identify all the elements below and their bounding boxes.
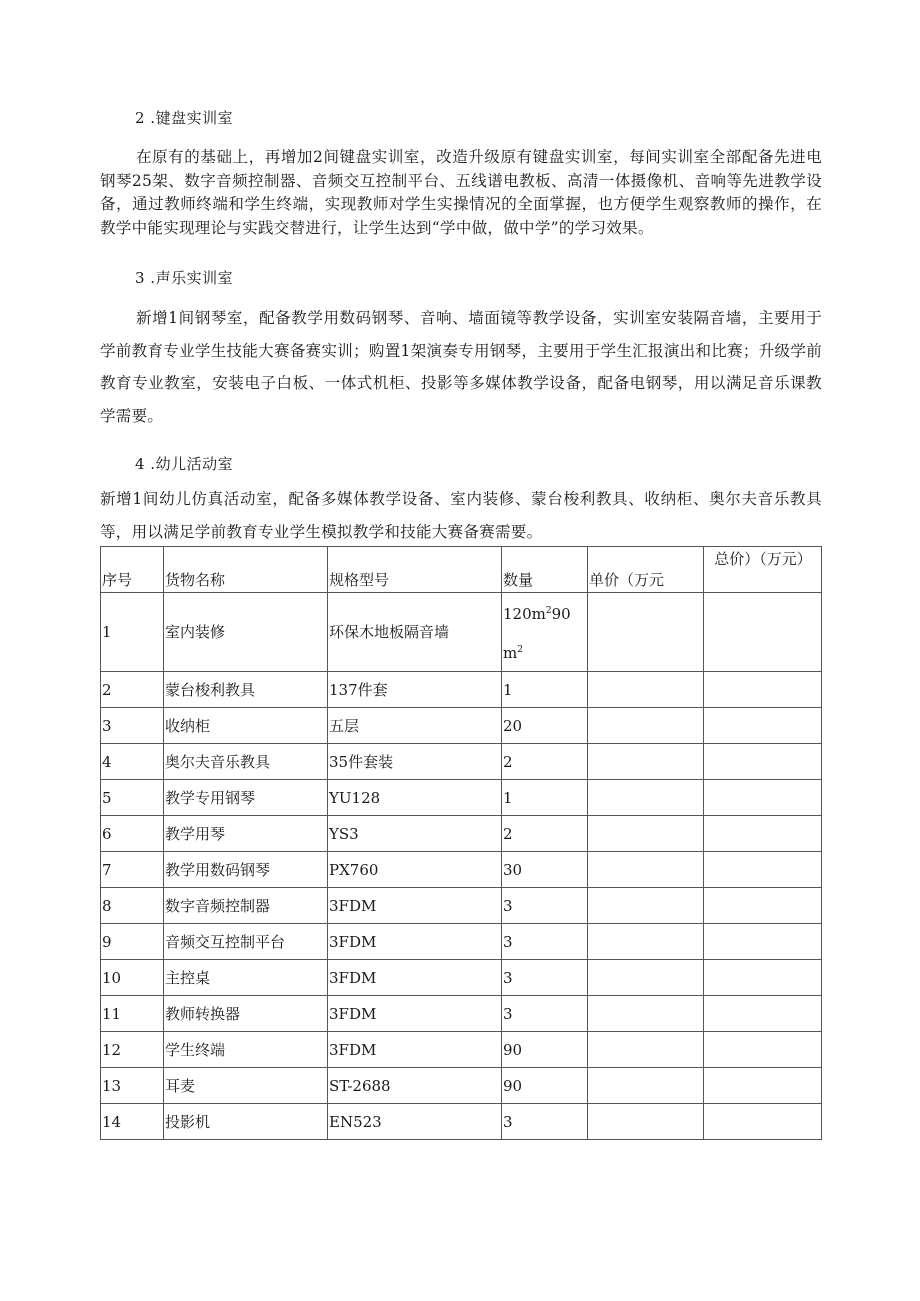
- table-row: [101, 780, 822, 816]
- cell-qty: 90: [502, 1032, 588, 1068]
- cell-name: 收纳柜: [164, 708, 328, 744]
- cell-unit-price: [588, 593, 704, 672]
- cell-unit-price: [588, 996, 704, 1032]
- cell-spec: 环保木地板隔音墙: [328, 593, 502, 672]
- cell-name: 数字音频控制器: [164, 888, 328, 924]
- cell-name: 学生终端: [164, 1032, 328, 1068]
- cell-no: 2: [101, 672, 164, 708]
- table-row: [101, 960, 822, 996]
- cell-spec: 3FDM: [328, 924, 502, 960]
- table-row: [101, 996, 822, 1032]
- cell-name: 室内装修: [164, 593, 328, 672]
- table-row: [101, 1104, 822, 1140]
- table-row: [101, 744, 822, 780]
- cell-spec: 3FDM: [328, 888, 502, 924]
- equipment-table: [100, 546, 822, 1140]
- cell-qty: 3: [502, 996, 588, 1032]
- cell-total: [704, 888, 822, 924]
- cell-total: [704, 672, 822, 708]
- table-row: [101, 1032, 822, 1068]
- section-heading-vocal-lab: 3 .声乐实训室: [135, 269, 234, 287]
- cell-no: 3: [101, 708, 164, 744]
- header-qty: 数量: [502, 547, 588, 593]
- cell-spec: YU128: [328, 780, 502, 816]
- cell-no: 6: [101, 816, 164, 852]
- table-row: [101, 593, 822, 672]
- cell-unit-price: [588, 924, 704, 960]
- cell-spec: EN523: [328, 1104, 502, 1140]
- cell-spec: 137件套: [328, 672, 502, 708]
- cell-unit-price: [588, 672, 704, 708]
- cell-no: 8: [101, 888, 164, 924]
- cell-name: 教师转换器: [164, 996, 328, 1032]
- cell-name: 教学用琴: [164, 816, 328, 852]
- qty-part-a: 120m: [503, 605, 546, 623]
- table-row: [101, 708, 822, 744]
- cell-qty: 3: [502, 960, 588, 996]
- table-row: [101, 888, 822, 924]
- cell-qty: [502, 593, 588, 672]
- section-paragraph-vocal-lab: 新增1间钢琴室，配备教学用数码钢琴、音响、墙面镜等教学设备，实训室安装隔音墙，主要用于学前教育专业学生技能大赛备赛实训；购置1架演奏专用钢琴，主要用于学生汇报演出和比赛；升级学前教育专业教室，安装电子白板、一体式机柜、投影等多媒体教学设备，配备电钢琴，用以满足音乐课教学需要。: [100, 309, 822, 425]
- section-heading-child-activity-room: 4 .幼儿活动室: [135, 455, 234, 473]
- cell-name: 投影机: [164, 1104, 328, 1140]
- cell-total: [704, 744, 822, 780]
- cell-total: [704, 1068, 822, 1104]
- table-row: [101, 924, 822, 960]
- cell-name: 教学用数码钢琴: [164, 852, 328, 888]
- cell-qty: 3: [502, 888, 588, 924]
- section-paragraph-keyboard-lab: 在原有的基础上，再增加2间键盘实训室，改造升级原有键盘实训室，每间实训室全部配备先进电钢琴25架、数字音频控制器、音频交互控制平台、五线谱电教板、高清一体摄像机、音响等先进教学设备，通过教师终端和学生终端，实现教师对学生实操情况的全面掌握，也方便学生观察教师的操作，在教学中能实现理论与实践交替进行，让学生达到“学中做，做中学”的学习效果。: [100, 148, 822, 237]
- cell-name: 音频交互控制平台: [164, 924, 328, 960]
- header-unit-price: 单价（万元: [588, 547, 704, 593]
- cell-name: 蒙台梭利教具: [164, 672, 328, 708]
- header-spec: 规格型号: [328, 547, 502, 593]
- cell-no: 10: [101, 960, 164, 996]
- cell-unit-price: [588, 744, 704, 780]
- cell-qty: 3: [502, 1104, 588, 1140]
- cell-spec: 五层: [328, 708, 502, 744]
- cell-total: [704, 816, 822, 852]
- cell-total: [704, 996, 822, 1032]
- cell-qty: 2: [502, 816, 588, 852]
- cell-qty: 3: [502, 924, 588, 960]
- cell-no: 11: [101, 996, 164, 1032]
- cell-total: [704, 852, 822, 888]
- cell-spec: 3FDM: [328, 1032, 502, 1068]
- cell-total: [704, 924, 822, 960]
- cell-spec: YS3: [328, 816, 502, 852]
- cell-spec: 3FDM: [328, 960, 502, 996]
- cell-no: 14: [101, 1104, 164, 1140]
- cell-qty: 20: [502, 708, 588, 744]
- cell-qty: 90: [502, 1068, 588, 1104]
- table-header-row: [101, 547, 822, 593]
- cell-total: [704, 780, 822, 816]
- cell-spec: ST-2688: [328, 1068, 502, 1104]
- cell-unit-price: [588, 1104, 704, 1140]
- table-row: [101, 852, 822, 888]
- cell-total: [704, 593, 822, 672]
- cell-unit-price: [588, 1068, 704, 1104]
- cell-qty: 2: [502, 744, 588, 780]
- cell-no: 1: [101, 593, 164, 672]
- header-no: 序号: [101, 547, 164, 593]
- cell-spec: PX760: [328, 852, 502, 888]
- cell-unit-price: [588, 1032, 704, 1068]
- cell-qty: 30: [502, 852, 588, 888]
- cell-total: [704, 960, 822, 996]
- qty-part-c: m: [503, 644, 518, 662]
- section-paragraph-child-activity-room: 新增1间幼儿仿真活动室，配备多媒体教学设备、室内装修、蒙台梭利教具、收纳柜、奥尔夫音乐教具等，用以满足学前教育专业学生模拟教学和技能大赛备赛需要。: [100, 490, 822, 541]
- cell-no: 7: [101, 852, 164, 888]
- table-row: [101, 1068, 822, 1104]
- cell-total: [704, 708, 822, 744]
- cell-qty: 1: [502, 672, 588, 708]
- cell-unit-price: [588, 888, 704, 924]
- cell-unit-price: [588, 708, 704, 744]
- table-row: [101, 816, 822, 852]
- cell-qty: 1: [502, 780, 588, 816]
- qty-part-b: 90: [551, 605, 571, 623]
- cell-spec: 35件套装: [328, 744, 502, 780]
- cell-spec: 3FDM: [328, 996, 502, 1032]
- qty-superscript: 2: [517, 645, 523, 655]
- qty-superscript: 2: [545, 606, 552, 616]
- cell-name: 耳麦: [164, 1068, 328, 1104]
- cell-unit-price: [588, 780, 704, 816]
- table-row: [101, 672, 822, 708]
- cell-no: 13: [101, 1068, 164, 1104]
- cell-no: 4: [101, 744, 164, 780]
- header-name: 货物名称: [164, 547, 328, 593]
- cell-no: 9: [101, 924, 164, 960]
- cell-total: [704, 1032, 822, 1068]
- cell-name: 主控桌: [164, 960, 328, 996]
- cell-name: 奥尔夫音乐教具: [164, 744, 328, 780]
- cell-no: 12: [101, 1032, 164, 1068]
- header-total: 总价）（万元）: [704, 547, 822, 593]
- cell-no: 5: [101, 780, 164, 816]
- cell-total: [704, 1104, 822, 1140]
- cell-name: 教学专用钢琴: [164, 780, 328, 816]
- cell-unit-price: [588, 852, 704, 888]
- cell-unit-price: [588, 816, 704, 852]
- cell-unit-price: [588, 960, 704, 996]
- section-heading-keyboard-lab: 2 .键盘实训室: [135, 109, 234, 127]
